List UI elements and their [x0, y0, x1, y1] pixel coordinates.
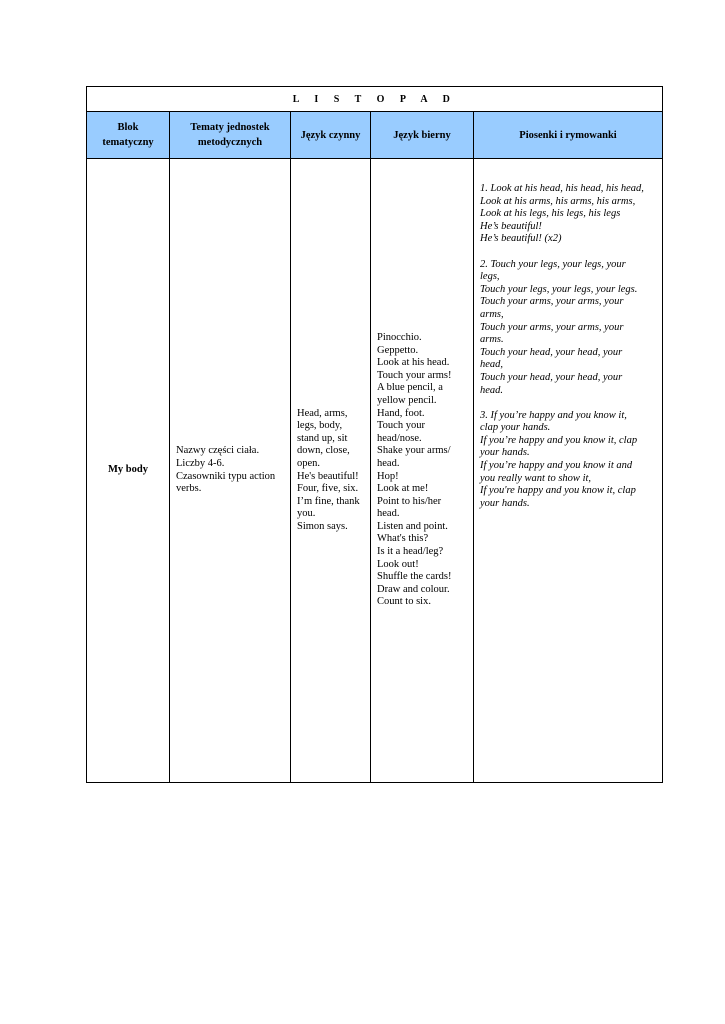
content-row: [87, 159, 663, 783]
passive-line: Point to his/her: [377, 495, 442, 507]
active-line: legs, body,: [297, 420, 343, 432]
active-line: Four, five, six.: [297, 483, 359, 495]
passive-line: head/nose.: [377, 432, 422, 444]
active-line: Head, arms,: [297, 407, 348, 419]
song-line: legs,: [480, 271, 500, 283]
topics-line: verbs.: [176, 483, 202, 495]
passive-line: Touch your: [377, 420, 425, 432]
song-line: arms,: [480, 308, 504, 320]
active-line: He's beautiful!: [297, 470, 359, 482]
header-songs: Piosenki i rymowanki: [474, 112, 663, 159]
passive-line: Hand, foot.: [377, 407, 425, 419]
passive-cell: [371, 159, 474, 783]
song-line: Touch your legs, your legs, your legs.: [480, 283, 638, 295]
song-line: your hands.: [480, 497, 530, 509]
passive-line: head.: [377, 457, 400, 469]
song-line: Look at his arms, his arms, his arms,: [480, 195, 636, 207]
lesson-plan-table: [86, 86, 663, 783]
block-cell: My body: [87, 159, 170, 783]
header-topics: [170, 112, 291, 159]
header-block-line: Blok: [117, 122, 139, 133]
passive-line: Draw and colour.: [377, 583, 450, 595]
passive-line: Shake your arms/: [377, 445, 451, 457]
active-line: Simon says.: [297, 520, 348, 532]
song-line: 1. Look at his head, his head, his head,: [480, 183, 644, 194]
song-line: Look at his legs, his legs, his legs: [480, 208, 621, 220]
passive-line: Geppetto.: [377, 344, 419, 356]
active-cell: [291, 159, 371, 783]
song-line: He’s beautiful! (x2): [480, 233, 562, 245]
song-line: Touch your head, your head, your: [480, 346, 623, 358]
passive-line: Count to six.: [377, 596, 431, 608]
passive-line: A blue pencil, a: [377, 382, 443, 394]
header-passive: Język bierny: [371, 112, 474, 159]
passive-line: Pinocchio.: [377, 331, 422, 343]
song-line: clap your hands.: [480, 422, 551, 434]
active-line: stand up, sit: [297, 432, 348, 444]
song-line: you really want to show it,: [480, 472, 592, 484]
passive-line: Is it a head/leg?: [377, 546, 444, 558]
song-line: If you’re happy and you know it, clap: [480, 434, 638, 446]
song-line: Touch your head, your head, your: [480, 371, 623, 383]
passive-line: What's this?: [377, 533, 429, 545]
song-line: arms.: [480, 334, 504, 346]
song-line: your hands.: [480, 447, 530, 459]
song-line: 3. If you’re happy and you know it,: [480, 409, 627, 421]
header-topics-line: Tematy jednostek: [190, 122, 270, 133]
passive-line: Look at me!: [377, 483, 429, 495]
song-spacer: [480, 397, 656, 410]
header-topics-line: metodycznych: [197, 137, 263, 148]
topics-cell: [170, 159, 291, 783]
header-block: [87, 112, 170, 159]
header-block-line: tematyczny: [102, 137, 154, 148]
topics-line: Czasowniki typu action: [176, 470, 276, 482]
month-title: L I S T O P A D: [87, 87, 663, 112]
song-line: head,: [480, 359, 504, 371]
header-active: Język czynny: [291, 112, 371, 159]
active-line: down, close,: [297, 445, 350, 457]
song-line: He’s beautiful!: [480, 220, 542, 232]
passive-line: yellow pencil.: [377, 394, 437, 406]
header-row: [87, 112, 663, 159]
songs-cell: [474, 159, 663, 783]
passive-line: Hop!: [377, 470, 399, 482]
passive-line: Shuffle the cards!: [377, 571, 452, 583]
song-line: head.: [480, 384, 504, 396]
passive-line: Look out!: [377, 558, 419, 570]
song-line: 2. Touch your legs, your legs, your: [480, 258, 626, 270]
song-line: If you’re happy and you know it and: [480, 460, 633, 472]
passive-line: head.: [377, 508, 400, 520]
passive-line: Look at his head.: [377, 357, 450, 369]
passive-line: Touch your arms!: [377, 369, 452, 381]
topics-line: Nazwy części ciała.: [176, 445, 260, 457]
active-line: you.: [297, 508, 316, 520]
active-line: open.: [297, 457, 321, 469]
song-line: Touch your arms, your arms, your: [480, 296, 624, 308]
topics-line: Liczby 4-6.: [176, 457, 225, 469]
passive-line: Listen and point.: [377, 520, 448, 532]
month-row: [87, 87, 663, 112]
song-spacer: [480, 246, 656, 259]
song-line: If you're happy and you know it, clap: [480, 485, 636, 497]
song-line: Touch your arms, your arms, your: [480, 321, 624, 333]
active-line: I’m fine, thank: [297, 495, 360, 507]
